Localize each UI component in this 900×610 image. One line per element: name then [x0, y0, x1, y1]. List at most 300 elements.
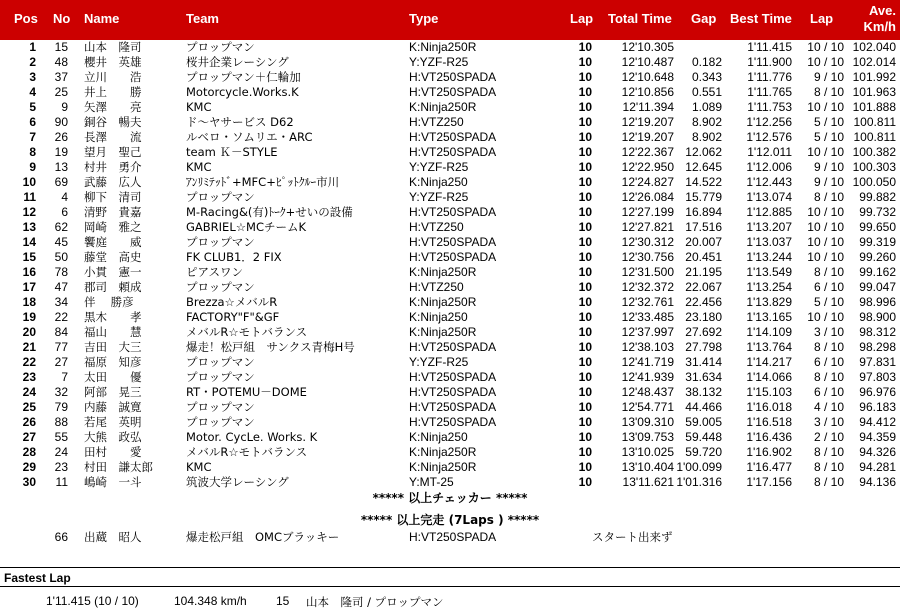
cell-lap: 10 [578, 265, 592, 279]
cell-name: 柳下 清司 [84, 190, 142, 204]
cell-ave-speed: 99.650 [859, 220, 896, 234]
cell-team: KMC [186, 460, 212, 474]
results-table [0, 40, 900, 490]
cell-team: FACTORY"F"&GF [186, 310, 280, 324]
cell-best-lap: 5 / 10 [813, 295, 844, 309]
cell-best-lap: 10 / 10 [807, 205, 844, 219]
fastest-lap-no: 15 [276, 594, 290, 608]
cell-total-time: 13'10.025 [621, 445, 674, 459]
table-row [0, 205, 900, 220]
header-total-time: Total Time [608, 11, 672, 26]
cell-no: 77 [54, 340, 68, 354]
dnf-no: 66 [54, 530, 68, 544]
cell-team: 桜井企業レーシング [186, 55, 289, 69]
cell-name: 矢澤 亮 [84, 100, 142, 114]
table-row [0, 100, 900, 115]
table-row [0, 355, 900, 370]
cell-ave-speed: 99.732 [859, 205, 896, 219]
cell-best-time: 1'11.415 [747, 40, 792, 54]
cell-best-lap: 6 / 10 [813, 280, 844, 294]
dnf-status: スタート出来ず [592, 530, 673, 544]
header-gap: Gap [691, 11, 717, 26]
cell-best-lap: 9 / 10 [813, 70, 844, 84]
cell-name: 福原 知彦 [84, 355, 142, 369]
cell-total-time: 12'10.487 [621, 55, 674, 69]
results-header [0, 0, 900, 40]
cell-gap: 1'00.099 [676, 460, 722, 474]
cell-total-time: 12'10.305 [621, 40, 674, 54]
cell-total-time: 12'30.756 [621, 250, 674, 264]
table-row [0, 325, 900, 340]
cell-best-lap: 10 / 10 [807, 250, 844, 264]
cell-pos: 4 [29, 85, 36, 99]
table-row [0, 460, 900, 475]
table-row [0, 220, 900, 235]
cell-name: 村井 勇介 [84, 160, 142, 174]
cell-best-lap: 10 / 10 [807, 100, 844, 114]
cell-type: H:VT250SPADA [409, 400, 497, 414]
cell-team: Motorcycle.Works.K [186, 85, 299, 99]
cell-lap: 10 [578, 340, 592, 354]
cell-gap: 23.180 [685, 310, 722, 324]
cell-type: H:VT250SPADA [409, 70, 497, 84]
cell-type: H:VT250SPADA [409, 145, 497, 159]
cell-no: 50 [54, 250, 68, 264]
cell-team: team Ｋ－STYLE [186, 145, 278, 159]
cell-best-lap: 10 / 10 [807, 220, 844, 234]
cell-best-lap: 5 / 10 [813, 130, 844, 144]
cell-ave-speed: 99.882 [859, 190, 896, 204]
cell-best-time: 1'12.256 [746, 115, 792, 129]
header-ave [852, 3, 896, 35]
cell-ave-speed: 101.992 [852, 70, 896, 84]
cell-type: Y:MT-25 [409, 475, 454, 489]
cell-best-lap: 2 / 10 [813, 430, 844, 444]
cell-best-lap: 4 / 10 [813, 400, 844, 414]
cell-ave-speed: 100.811 [853, 130, 896, 144]
cell-no: 9 [61, 100, 68, 114]
cell-lap: 10 [578, 175, 592, 189]
cell-type: H:VT250SPADA [409, 85, 497, 99]
cell-pos: 9 [29, 160, 36, 174]
dnf-row [0, 530, 900, 545]
cell-total-time: 12'24.827 [621, 175, 674, 189]
cell-name: 立川 浩 [84, 70, 142, 84]
cell-best-time: 1'13.207 [746, 220, 792, 234]
cell-best-time: 1'11.900 [747, 55, 792, 69]
cell-best-time: 1'11.753 [747, 100, 792, 114]
cell-gap: 27.692 [685, 325, 722, 339]
cell-lap: 10 [578, 40, 592, 54]
cell-team: Motor. CycLe. Works. K [186, 430, 318, 444]
cell-type: K:Ninja250 [409, 310, 468, 324]
cell-lap: 10 [578, 130, 592, 144]
cell-best-lap: 8 / 10 [813, 340, 844, 354]
cell-no: 90 [54, 115, 68, 129]
cell-total-time: 12'33.485 [621, 310, 674, 324]
cell-name: 小貫 憲一 [84, 265, 142, 279]
cell-team: ルベロ・ソムリエ・ARC [186, 130, 313, 144]
cell-pos: 23 [22, 370, 36, 384]
cell-lap: 10 [578, 385, 592, 399]
cell-total-time: 12'32.761 [621, 295, 674, 309]
cell-best-lap: 10 / 10 [807, 55, 844, 69]
cell-name: 櫻井 英雄 [84, 55, 142, 69]
cell-best-time: 1'12.885 [746, 205, 792, 219]
cell-gap: 27.798 [685, 340, 722, 354]
cell-gap: 44.466 [685, 400, 722, 414]
cell-no: 22 [54, 310, 68, 324]
cell-team: プロップマン＋仁輪加 [186, 70, 301, 84]
cell-best-lap: 10 / 10 [807, 40, 844, 54]
cell-no: 78 [54, 265, 68, 279]
cell-best-time: 1'13.254 [746, 280, 792, 294]
cell-pos: 22 [22, 355, 36, 369]
cell-best-lap: 10 / 10 [807, 310, 844, 324]
cell-gap: 0.551 [691, 85, 722, 99]
cell-ave-speed: 100.811 [853, 115, 896, 129]
cell-no: 23 [54, 460, 68, 474]
cell-ave-speed: 100.050 [852, 175, 896, 189]
cell-no: 62 [54, 220, 68, 234]
cell-name: 武藤 広人 [84, 175, 142, 189]
cell-type: K:Ninja250R [409, 295, 477, 309]
cell-gap: 20.007 [685, 235, 722, 249]
cell-no: 32 [54, 385, 68, 399]
cell-gap: 31.414 [685, 355, 722, 369]
cell-best-time: 1'13.549 [746, 265, 792, 279]
cell-pos: 29 [22, 460, 36, 474]
cell-pos: 19 [22, 310, 36, 324]
table-row [0, 445, 900, 460]
cell-pos: 25 [22, 400, 36, 414]
fastest-lap-rider: 山本 隆司 / プロップマン [306, 595, 444, 609]
header-best-time: Best Time [730, 11, 792, 26]
cell-total-time: 13'11.621 [622, 475, 674, 489]
cell-pos: 27 [22, 430, 36, 444]
cell-type: Y:YZF-R25 [409, 55, 469, 69]
cell-ave-speed: 101.888 [852, 100, 896, 114]
cell-lap: 10 [578, 400, 592, 414]
cell-ave-speed: 99.047 [859, 280, 896, 294]
cell-type: H:VT250SPADA [409, 370, 497, 384]
cell-gap: 22.456 [685, 295, 722, 309]
cell-ave-speed: 102.014 [852, 55, 896, 69]
cell-name: 清野 貴嘉 [84, 205, 142, 219]
cell-best-lap: 9 / 10 [813, 175, 844, 189]
cell-pos: 30 [22, 475, 36, 489]
cell-no: 15 [54, 40, 68, 54]
cell-lap: 10 [578, 100, 592, 114]
table-row [0, 430, 900, 445]
cell-ave-speed: 99.319 [859, 235, 896, 249]
cell-gap: 1'01.316 [676, 475, 722, 489]
cell-lap: 10 [578, 310, 592, 324]
cell-gap: 59.005 [685, 415, 722, 429]
cell-best-time: 1'16.436 [746, 430, 792, 444]
cell-team: ピアスワン [186, 265, 244, 279]
cell-no: 7 [61, 370, 68, 384]
cell-name: 村田 謙太郎 [84, 460, 153, 474]
cell-team: 爆走！松戸組 サンクス青梅H号 [186, 340, 355, 354]
table-row [0, 250, 900, 265]
header-type: Type [409, 11, 439, 26]
header-ave-top: Ave. [869, 3, 896, 18]
cell-pos: 2 [29, 55, 36, 69]
cell-best-time: 1'13.165 [746, 310, 792, 324]
cell-no: 37 [54, 70, 68, 84]
cell-team: 筑波大学レーシング [186, 475, 289, 489]
cell-best-time: 1'16.477 [746, 460, 792, 474]
cell-total-time: 12'31.500 [621, 265, 674, 279]
cell-team: プロップマン [186, 235, 255, 249]
cell-no: 84 [54, 325, 68, 339]
cell-name: 郡司 頼成 [84, 280, 142, 294]
cell-pos: 8 [29, 145, 36, 159]
cell-gap: 8.902 [691, 115, 722, 129]
cell-name: 銅谷 暢夫 [84, 115, 142, 129]
cell-total-time: 12'38.103 [621, 340, 674, 354]
cell-lap: 10 [578, 70, 592, 84]
header-ave-bottom: Km/h [863, 19, 896, 34]
cell-best-time: 1'12.576 [746, 130, 792, 144]
cell-pos: 26 [22, 415, 36, 429]
cell-team: プロップマン [186, 400, 255, 414]
cell-total-time: 12'48.437 [621, 385, 674, 399]
cell-best-lap: 8 / 10 [813, 265, 844, 279]
cell-ave-speed: 102.040 [852, 40, 896, 54]
cell-team: RT・POTEMU－DOME [186, 385, 307, 399]
cell-best-time: 1'16.902 [746, 445, 792, 459]
cell-best-time: 1'14.109 [746, 325, 792, 339]
cell-pos: 21 [22, 340, 36, 354]
cell-team: FK CLUB1．2 FIX [186, 250, 282, 264]
cell-type: K:Ninja250R [409, 100, 477, 114]
cell-total-time: 12'27.199 [621, 205, 674, 219]
cell-type: K:Ninja250R [409, 265, 477, 279]
fastest-lap-time: 1'11.415 (10 / 10) [46, 594, 139, 608]
cell-team: プロップマン [186, 370, 255, 384]
cell-no: 45 [54, 235, 68, 249]
cell-ave-speed: 94.412 [859, 415, 896, 429]
cell-ave-speed: 97.803 [859, 370, 896, 384]
cell-name: 嶋崎 一斗 [84, 475, 142, 489]
cell-gap: 16.894 [685, 205, 722, 219]
fastest-lap-bottom-rule [0, 586, 900, 587]
cell-lap: 10 [578, 205, 592, 219]
cell-best-time: 1'16.518 [746, 415, 792, 429]
cell-pos: 5 [29, 100, 36, 114]
cell-total-time: 12'26.084 [621, 190, 674, 204]
cell-name: 山本 隆司 [84, 40, 142, 54]
table-row [0, 115, 900, 130]
cell-best-lap: 8 / 10 [813, 445, 844, 459]
cell-pos: 24 [22, 385, 36, 399]
cell-lap: 10 [578, 115, 592, 129]
cell-best-time: 1'13.764 [746, 340, 792, 354]
cell-name: 吉田 大三 [84, 340, 142, 354]
cell-ave-speed: 101.963 [852, 85, 896, 99]
cell-total-time: 12'32.372 [621, 280, 674, 294]
cell-lap: 10 [578, 475, 592, 489]
cell-ave-speed: 100.303 [852, 160, 896, 174]
cell-lap: 10 [578, 250, 592, 264]
cell-total-time: 13'10.404 [621, 460, 674, 474]
header-name: Name [84, 11, 120, 26]
cell-best-time: 1'11.765 [747, 85, 792, 99]
table-row [0, 295, 900, 310]
cell-team: KMC [186, 160, 212, 174]
table-row [0, 130, 900, 145]
cell-team: Brezza☆メバルR [186, 295, 278, 309]
table-row [0, 160, 900, 175]
cell-best-time: 1'13.074 [746, 190, 792, 204]
cell-total-time: 12'19.207 [621, 130, 674, 144]
cell-total-time: 12'54.771 [621, 400, 674, 414]
cell-name: 饗庭 威 [84, 235, 142, 249]
cell-best-time: 1'11.776 [747, 70, 792, 84]
cell-total-time: 12'30.312 [621, 235, 674, 249]
cell-name: 大熊 政弘 [84, 430, 142, 444]
cell-total-time: 12'41.719 [621, 355, 674, 369]
cell-ave-speed: 99.260 [859, 250, 896, 264]
cell-total-time: 12'22.367 [621, 145, 674, 159]
cell-name: 黒木 孝 [84, 310, 142, 324]
cell-best-lap: 3 / 10 [813, 415, 844, 429]
cell-gap: 12.645 [685, 160, 722, 174]
cell-team: プロップマン [186, 415, 255, 429]
cell-ave-speed: 99.162 [859, 265, 896, 279]
cell-gap: 0.182 [691, 55, 722, 69]
cell-gap: 38.132 [685, 385, 722, 399]
cell-total-time: 12'10.648 [621, 70, 674, 84]
cell-team: M-Racing&(有)ﾄｰｸ+せいの設備 [186, 205, 353, 219]
cell-team: プロップマン [186, 40, 255, 54]
cell-best-time: 1'12.006 [746, 160, 792, 174]
cell-lap: 10 [578, 370, 592, 384]
cell-best-lap: 8 / 10 [813, 190, 844, 204]
cell-pos: 7 [29, 130, 36, 144]
cell-lap: 10 [578, 220, 592, 234]
cell-best-lap: 8 / 10 [813, 370, 844, 384]
table-row [0, 70, 900, 85]
cell-best-lap: 5 / 10 [813, 115, 844, 129]
cell-ave-speed: 96.183 [859, 400, 896, 414]
table-row [0, 235, 900, 250]
cell-lap: 10 [578, 145, 592, 159]
cell-name: 田村 愛 [84, 445, 142, 459]
fastest-lap-top-rule [0, 567, 900, 568]
cell-best-time: 1'16.018 [746, 400, 792, 414]
cell-ave-speed: 97.831 [859, 355, 896, 369]
cell-team: GABRIEL☆MCチームK [186, 220, 307, 234]
cell-team: メバルR☆モトバランス [186, 445, 308, 459]
cell-name: 若尾 英明 [84, 415, 142, 429]
fastest-lap-speed: 104.348 km/h [174, 594, 247, 608]
cell-name: 太田 優 [84, 370, 142, 384]
table-row [0, 265, 900, 280]
cell-pos: 17 [22, 280, 36, 294]
cell-ave-speed: 94.281 [859, 460, 896, 474]
cell-type: Y:YZF-R25 [409, 160, 469, 174]
cell-lap: 10 [578, 235, 592, 249]
cell-lap: 10 [578, 445, 592, 459]
cell-type: H:VTZ250 [409, 280, 464, 294]
cell-type: H:VT250SPADA [409, 250, 497, 264]
cell-pos: 16 [22, 265, 36, 279]
cell-type: H:VTZ250 [409, 115, 464, 129]
cell-no: 69 [54, 175, 68, 189]
cell-total-time: 12'37.997 [621, 325, 674, 339]
cell-type: K:Ninja250R [409, 460, 477, 474]
table-row [0, 190, 900, 205]
cell-best-time: 1'12.443 [746, 175, 792, 189]
table-row [0, 175, 900, 190]
cell-pos: 11 [23, 190, 36, 204]
cell-type: K:Ninja250R [409, 40, 477, 54]
cell-name: 伴 勝彦 [84, 295, 134, 309]
cell-total-time: 13'09.753 [621, 430, 674, 444]
cell-type: H:VTZ250 [409, 220, 464, 234]
cell-best-time: 1'17.156 [746, 475, 792, 489]
cell-pos: 15 [22, 250, 36, 264]
cell-team: プロップマン [186, 355, 255, 369]
cell-best-lap: 10 / 10 [807, 235, 844, 249]
cell-pos: 12 [22, 205, 36, 219]
cell-ave-speed: 98.996 [859, 295, 896, 309]
cell-best-time: 1'13.037 [746, 235, 792, 249]
cell-total-time: 12'11.394 [622, 100, 674, 114]
cell-team: プロップマン [186, 280, 255, 294]
cell-no: 26 [54, 130, 68, 144]
cell-team: ｱﾝﾘﾐﾃｯﾄﾞ+MFC+ﾋﾟｯﾄｸﾙｰ市川 [186, 175, 340, 189]
cell-gap: 59.448 [685, 430, 722, 444]
cell-lap: 10 [578, 295, 592, 309]
cell-lap: 10 [578, 415, 592, 429]
cell-ave-speed: 94.136 [859, 475, 896, 489]
cell-type: H:VT250SPADA [409, 130, 497, 144]
cell-best-lap: 8 / 10 [813, 475, 844, 489]
cell-gap: 22.067 [685, 280, 722, 294]
cell-total-time: 13'09.310 [621, 415, 674, 429]
cell-type: Y:YZF-R25 [409, 355, 469, 369]
cell-no: 4 [61, 190, 68, 204]
header-lap: Lap [570, 11, 594, 26]
cell-pos: 13 [22, 220, 36, 234]
cell-type: K:Ninja250R [409, 325, 477, 339]
table-row [0, 475, 900, 490]
cell-pos: 28 [22, 445, 36, 459]
cell-pos: 6 [29, 115, 36, 129]
cell-no: 13 [54, 160, 68, 174]
cell-name: 望月 聖己 [84, 145, 142, 159]
cell-no: 25 [54, 85, 68, 99]
cell-ave-speed: 96.976 [859, 385, 896, 399]
table-row [0, 310, 900, 325]
table-row [0, 55, 900, 70]
cell-best-lap: 8 / 10 [813, 85, 844, 99]
header-team: Team [186, 11, 219, 26]
dnf-name: 出蔵 昭人 [84, 530, 142, 544]
cell-no: 6 [61, 205, 68, 219]
cell-best-lap: 9 / 10 [813, 160, 844, 174]
cell-lap: 10 [578, 280, 592, 294]
cell-lap: 10 [578, 85, 592, 99]
cell-ave-speed: 100.382 [852, 145, 896, 159]
fastest-lap-title: Fastest Lap [4, 571, 71, 585]
dnf-type: H:VT250SPADA [409, 530, 497, 544]
cell-no: 34 [54, 295, 68, 309]
